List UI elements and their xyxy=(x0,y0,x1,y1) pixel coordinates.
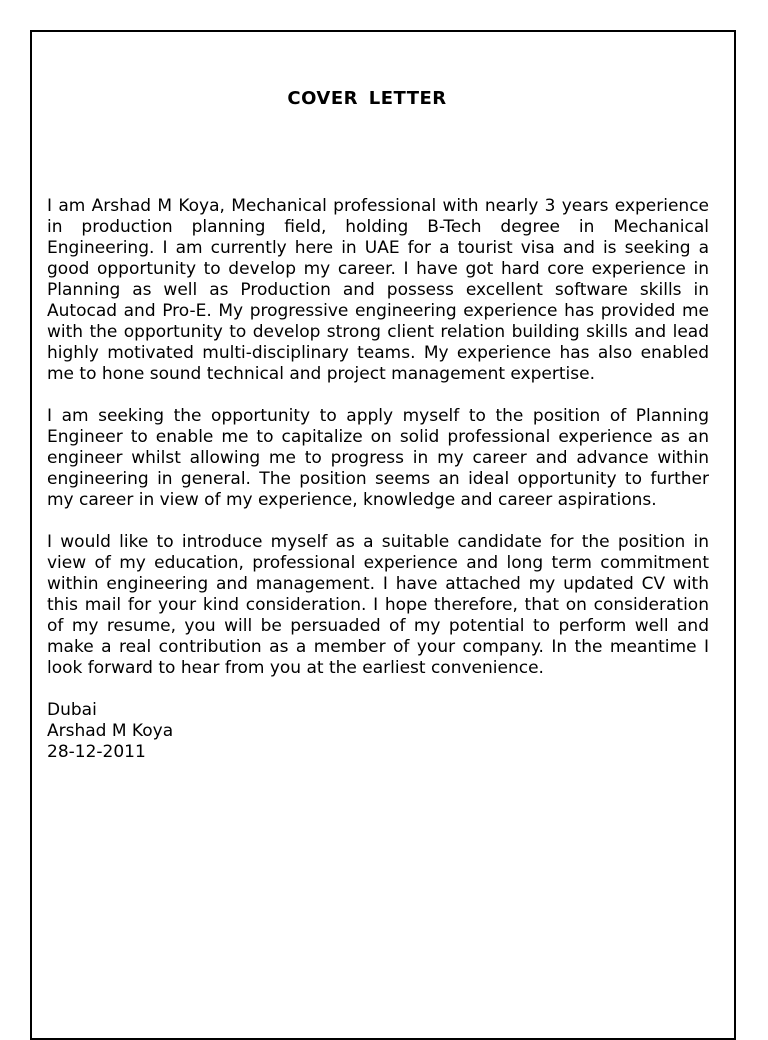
paragraph-closing: I would like to introduce myself as a suitable candidate for the position in view of my education, professional experience and long term commitment within engineering and management. I have attached my updated CV with this mail for your kind consideration. I hope therefore, that on consideration of my resume, you will be persuaded of my potential to perform well and make a real contribution as a member of your company. In the meantime I look forward to hear from you at the earliest convenience. xyxy=(47,532,709,678)
page-title: COVER LETTER xyxy=(287,88,447,109)
paragraph-position-interest: I am seeking the opportunity to apply myself to the position of Planning Engineer to enable me to capitalize on solid professional experience as an engineer whilst allowing me to progress in my career and advance within engineering in general. The position seems an ideal opportunity to further my career in view of my experience, knowledge and career aspirations. xyxy=(47,406,709,510)
signoff-date: 28-12-2011 xyxy=(47,742,146,762)
signoff-place: Dubai xyxy=(47,700,97,720)
paragraph-introduction: I am Arshad M Koya, Mechanical professional with nearly 3 years experience in production planning field, holding B-Tech degree in Mechanical Engineering. I am currently here in UAE for a tourist visa and is seeking a good opportunity to develop my career. I have got hard core experience in Planning as well as Production and possess excellent software skills in Autocad and Pro-E. My progressive engineering experience has provided me with the opportunity to develop strong client relation building skills and lead highly motivated multi-disciplinary teams. My experience has also enabled me to hone sound technical and project management expertise. xyxy=(47,196,709,384)
letter-body xyxy=(47,196,709,763)
signoff-name: Arshad M Koya xyxy=(47,721,174,741)
signoff-block xyxy=(47,700,709,763)
